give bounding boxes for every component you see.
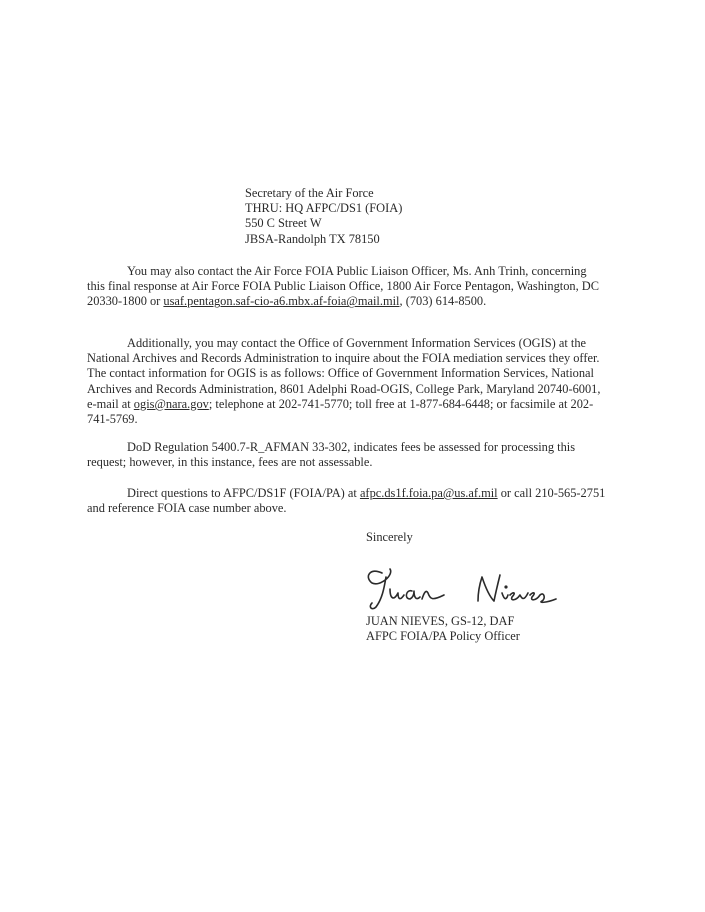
signer-title: AFPC FOIA/PA Policy Officer xyxy=(366,629,520,644)
paragraph-questions-text: Direct questions to AFPC/DS1F (FOIA/PA) at xyxy=(127,486,360,500)
closing-salutation: Sincerely xyxy=(366,530,413,544)
handwritten-signature xyxy=(360,555,580,615)
paragraph-ogis xyxy=(87,336,607,427)
paragraph-liaison xyxy=(87,264,607,310)
paragraph-liaison-tail: , (703) 614-8500. xyxy=(399,294,487,309)
paragraph-questions-tail: or call 210-565-2751 and reference FOIA case number above. xyxy=(87,486,606,516)
paragraph-ogis-tail: ; telephone at 202-741-5770; toll free at 1-877-684-6448; or facsimile at 202-741-5769. xyxy=(87,396,594,427)
address-block xyxy=(245,186,402,247)
address-line-3: 550 C Street W xyxy=(245,216,322,231)
address-line-1: Secretary of the Air Force xyxy=(245,186,374,200)
address-line-4: JBSA-Randolph TX 78150 xyxy=(245,231,380,246)
paragraph-ogis-text: Additionally, you may contact the Office of Government Information Services (OGIS) at the National Archives and Records Administration to inquire about the FOIA mediation services they offer. The contact information for OGIS is as follows: Office of Government Information Services, National Archives and Records Administration, 8601 Adelphi Road-OGIS, College Park, Maryland 20740-6001, e-mail at xyxy=(87,336,601,411)
address-line-2: THRU: HQ AFPC/DS1 (FOIA) xyxy=(245,201,403,216)
liaison-email-link[interactable]: usaf.pentagon.saf-cio-a6.mbx.af-foia@mail.mil xyxy=(163,294,400,309)
signature-block xyxy=(366,614,520,644)
paragraph-fees xyxy=(87,440,607,470)
paragraph-liaison-text: You may also contact the Air Force FOIA Public Liaison Officer, Ms. Anh Trinh, concerning this final response at Air Force FOIA Public Liaison Office, 1800 Air Force Pentagon, Washington, DC 20330-1800 or xyxy=(87,264,600,309)
paragraph-questions xyxy=(87,486,607,516)
afpc-email-link[interactable]: afpc.ds1f.foia.pa@us.af.mil xyxy=(359,486,498,500)
ogis-email-link[interactable]: ogis@nara.gov xyxy=(133,396,209,411)
signer-name: JUAN NIEVES, GS-12, DAF xyxy=(366,614,515,628)
paragraph-fees-text: DoD Regulation 5400.7-R_AFMAN 33-302, indicates fees be assessed for processing this request; however, in this instance, fees are not assessable. xyxy=(87,440,576,470)
